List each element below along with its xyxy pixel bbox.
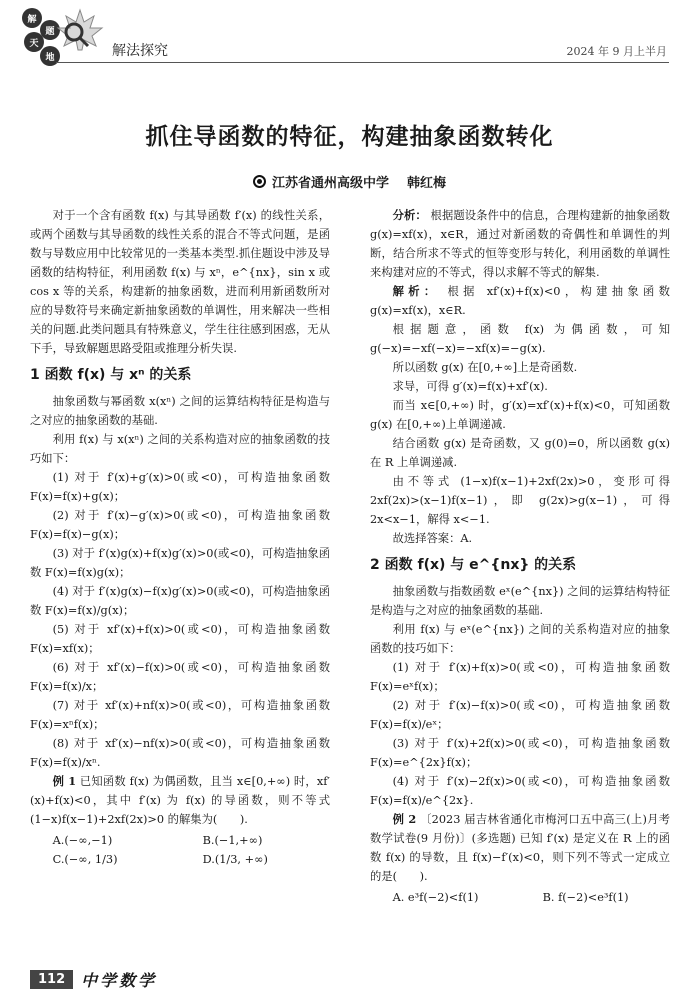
paragraph-text: 利用 f(x) 与 eˣ(e^{nx}) 之间的关系构造对应的抽象函数的技巧如下： [370,623,670,655]
paragraph-text: (2) 对于 f′(x)−g′(x)>0(或<0)，可构造抽象函数 F(x)=f(x)−g(x)； [30,509,330,541]
body-paragraph [30,734,330,772]
paragraph-text: (4) 对于 f′(x)g(x)−f(x)g′(x)>0(或<0)，可构造抽象函数 F(x)=f(x)/g(x)； [30,585,330,617]
section-heading: 1 函数 f(x) 与 xⁿ 的关系 [30,367,192,383]
body-paragraph [30,430,330,468]
paragraph-lead: 分析： [392,208,427,222]
body-paragraph [370,472,670,529]
body-paragraph [370,529,670,548]
answer-options [30,831,330,869]
answer-option: B.(−1,+∞) [202,834,263,847]
body-paragraph [30,392,330,430]
body-paragraph [30,582,330,620]
body-paragraph [30,506,330,544]
author-name: 韩红梅 [407,176,447,191]
body-paragraph [30,696,330,734]
paragraph-text: 〔2023 届吉林省通化市梅河口五中高三(上)月考数学试卷(9 月份)〕(多选题) 已知 f′(x) 是定义在 R 上的函数 f(x) 的导数，且 f(x)−f′(x)<0，则下列不等式一定成立的是( ). [370,813,671,883]
page-footer [30,966,157,992]
paragraph-text: 已知函数 f(x) 为偶函数，且当 x∈[0,+∞) 时，xf′(x)+f(x)<0，其中 f′(x) 为 f(x) 的导函数，则不等式 (1−x)f(x−1)+2xf(2x)>0 的解集为( ). [30,775,330,826]
bullet-icon [253,175,266,188]
answer-option: B. f(−2)<e³f(1) [542,891,629,904]
author-school: 江苏省通州高级中学 [271,176,389,191]
paragraph-text: (1) 对于 f′(x)+g′(x)>0(或<0)，可构造抽象函数 F(x)=f(x)+g(x)； [30,471,330,503]
example-paragraph [370,206,670,282]
body-paragraph [370,620,670,658]
body-paragraph [370,320,670,358]
paragraph-text: (6) 对于 xf′(x)−f(x)>0(或<0)，可构造抽象函数 F(x)=f(x)/x； [30,661,330,693]
paragraph-text: (1) 对于 f′(x)+f(x)>0(或<0)，可构造抽象函数 F(x)=eˣf(x)； [370,661,670,693]
example-paragraph [30,772,330,829]
body-paragraph [30,544,330,582]
body-paragraph [30,620,330,658]
body-paragraph [370,358,670,377]
body-paragraph [370,696,670,734]
body-paragraph [370,582,670,620]
article-title: 抓住导函数的特征，构建抽象函数转化 [145,124,554,150]
body-paragraph [370,658,670,696]
paragraph-text: 结合函数 g(x) 是奇函数，又 g(0)=0，所以函数 g(x) 在 R 上单调递减. [370,437,670,469]
badge-char-3: 天 [24,32,44,52]
paragraph-lead: 解析： [392,284,440,298]
paragraph-text: 而当 x∈[0,+∞) 时，g′(x)=xf′(x)+f(x)<0，可知函数 g(x) 在[0,+∞)上单调递减. [370,399,670,431]
body-paragraph [30,206,330,358]
answer-option: D.(1/3, +∞) [202,853,268,866]
maple-leaf-icon [56,8,104,52]
answer-options [370,888,670,907]
example-paragraph [370,282,670,320]
section-name: 解法探究 [112,43,168,59]
paragraph-lead: 例 2 [392,812,417,826]
paragraph-text: 根据 xf′(x)+f(x)<0，构建抽象函数 g(x)=xf(x)，x∈R. [370,285,670,317]
paragraph-text: 故选择答案：A. [392,532,473,545]
body-paragraph [370,377,670,396]
page-number: 112 [30,970,73,989]
paragraph-text: 由不等式 (1−x)f(x−1)+2xf(2x)>0，变形可得 2xf(2x)>(x−1)f(x−1)，即 g(2x)>g(x−1)，可得 2x<x−1，解得 x<−1. [370,475,670,526]
journal-logo: 中学数学 [81,970,158,990]
paragraph-text: 所以函数 g(x) 在[0,+∞]上是奇函数. [392,361,578,374]
body-paragraph [370,734,670,772]
body-paragraph [30,658,330,696]
paragraph-text: 根据题设条件中的信息，合理构建新的抽象函数 g(x)=xf(x)，x∈R，通过对新函数的奇偶性和单调性的判断，结合所求不等式的恒等变形与转化，利用函数的单调性来构建对应的不等式，得以求解不等式的解集. [370,209,670,279]
section-heading: 2 函数 f(x) 与 e^{nx} 的关系 [370,557,577,573]
header-divider [56,62,669,63]
paragraph-text: 对于一个含有函数 f(x) 与其导函数 f′(x) 的线性关系，或两个函数与其导函数的线性关系的混合不等式问题，是函数与导数应用中比较常见的一类基本类型.抓住题设中涉及导函数的结构特征，利用函数 f(x) 与 xⁿ，e^{nx}，sin x 或 cos x 等的关系，构建新的抽象函数，进而利用新函数所对应的导数符号来确定新抽象函数的单调性，用来解决一些相关的问题.此类问题具有特殊意义，学生往往感到困惑，无从下手，导致解题思路受阻或推理分析失误. [30,209,330,355]
badge-char-2: 题 [40,20,60,40]
badge-char-4: 地 [40,46,60,66]
paragraph-text: (3) 对于 f′(x)+2f(x)>0(或<0)，可构造抽象函数 F(x)=e^{2x}f(x)； [370,737,670,769]
paragraph-text: (8) 对于 xf′(x)−nf(x)>0(或<0)，可构造抽象函数 F(x)=f(x)/xⁿ. [30,737,330,769]
paragraph-text: (5) 对于 xf′(x)+f(x)>0(或<0)，可构造抽象函数 F(x)=xf(x)； [30,623,330,655]
example-paragraph [370,810,670,886]
paragraph-text: 利用 f(x) 与 x(xⁿ) 之间的关系构造对应的抽象函数的技巧如下： [30,433,330,465]
answer-option: A. e³f(−2)<f(1) [392,891,479,904]
answer-option: A.(−∞,−1) [52,834,113,847]
right-column [370,206,670,909]
body-paragraph [370,434,670,472]
body-paragraph [370,772,670,810]
page-header [0,0,699,70]
paragraph-text: 求导，可得 g′(x)=f(x)+xf′(x). [392,380,548,393]
paragraph-text: 根据题意，函数 f(x) 为偶函数，可知 g(−x)=−xf(−x)=−xf(x)=−g(x). [370,323,670,355]
author-line [0,172,699,191]
paragraph-text: (3) 对于 f′(x)g(x)+f(x)g′(x)>0(或<0)，可构造抽象函数 F(x)=f(x)g(x)； [30,547,330,579]
body-paragraph [370,396,670,434]
badge-char-1: 解 [22,8,42,28]
paragraph-text: (7) 对于 xf′(x)+nf(x)>0(或<0)，可构造抽象函数 F(x)=xⁿf(x)； [30,699,330,731]
paragraph-text: (2) 对于 f′(x)−f(x)>0(或<0)，可构造抽象函数 F(x)=f(x)/eˣ； [370,699,670,731]
issue-date: 2024 年 9 月上半月 [566,45,667,58]
body-paragraph [30,468,330,506]
answer-option: C.(−∞, 1/3) [52,853,118,866]
paragraph-text: 抽象函数与指数函数 eˣ(e^{nx}) 之间的运算结构特征是构造与之对应的抽象函数的基础. [370,585,670,617]
paragraph-text: (4) 对于 f′(x)−2f(x)>0(或<0)，可构造抽象函数 F(x)=f(x)/e^{2x}. [370,775,670,807]
paragraph-text: 抽象函数与幂函数 x(xⁿ) 之间的运算结构特征是构造与之对应的抽象函数的基础. [30,395,330,427]
left-column [30,206,330,871]
paragraph-lead: 例 1 [52,774,77,788]
